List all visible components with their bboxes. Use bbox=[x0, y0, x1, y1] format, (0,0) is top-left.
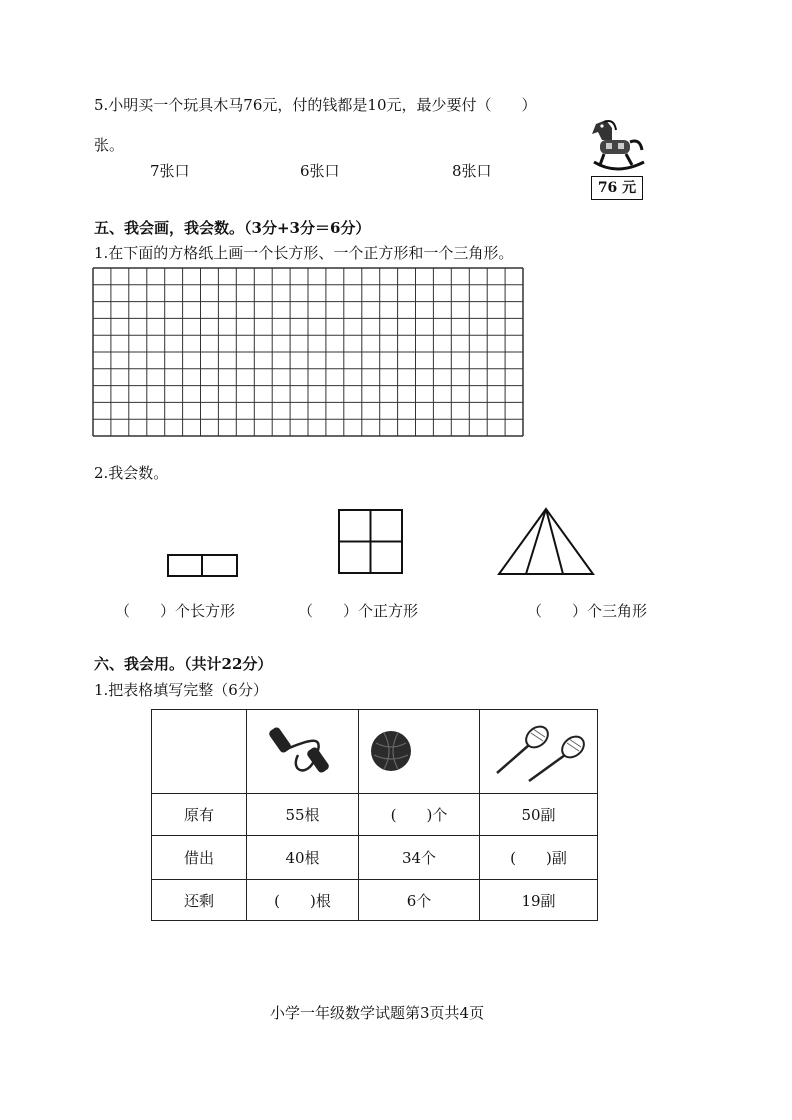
answer-squares bbox=[298, 601, 418, 621]
squares-figure bbox=[338, 509, 404, 575]
row-label-lent: 借出 bbox=[152, 836, 247, 880]
table-cell: 6个 bbox=[359, 880, 480, 921]
table-header-row bbox=[152, 710, 598, 794]
answer-label-2: 个正方形 bbox=[358, 602, 419, 620]
table-row bbox=[152, 794, 598, 836]
table-cell-blank[interactable]: ( )副 bbox=[480, 836, 598, 880]
page-footer: 小学一年级数学试题第3页共4页 bbox=[270, 1004, 485, 1022]
table-header-cell bbox=[480, 710, 598, 794]
q5-line2: 张。 bbox=[94, 136, 125, 154]
price-tag: 76 元 bbox=[591, 176, 643, 200]
table-header-cell bbox=[359, 710, 480, 794]
q5-option-2[interactable]: 6张口 bbox=[300, 162, 340, 180]
badminton-rackets-icon bbox=[489, 721, 589, 783]
q5-line1: 5.小明买一个玩具木马76元，付的钱都是10元，最少要付（ ） bbox=[94, 96, 537, 114]
table-header-cell bbox=[247, 710, 359, 794]
triangles-figure bbox=[498, 508, 594, 576]
q5-option-1[interactable]: 7张口 bbox=[150, 162, 190, 180]
table-cell: 40根 bbox=[247, 836, 359, 880]
section5-q2: 2.我会数。 bbox=[94, 464, 169, 482]
ball-icon bbox=[364, 721, 474, 783]
answer-paren-2[interactable]: （ ） bbox=[298, 602, 359, 620]
answer-label-3: 个三角形 bbox=[587, 602, 648, 620]
answer-paren-1[interactable]: （ ） bbox=[115, 602, 176, 620]
rectangles-figure bbox=[167, 554, 239, 578]
section6-q1: 1.把表格填写完整（6分） bbox=[94, 681, 268, 699]
section6-heading: 六、我会用。（共计22分） bbox=[94, 655, 273, 673]
table-cell: 55根 bbox=[247, 794, 359, 836]
table-row bbox=[152, 836, 598, 880]
section5-heading: 五、我会画，我会数。（3分+3分＝6分） bbox=[94, 219, 371, 237]
section5-q1: 1.在下面的方格纸上画一个长方形、一个正方形和一个三角形。 bbox=[94, 244, 514, 262]
inventory-table bbox=[151, 709, 598, 921]
answer-label-1: 个长方形 bbox=[175, 602, 236, 620]
answer-rectangles bbox=[115, 601, 235, 621]
grid-paper[interactable] bbox=[93, 268, 523, 440]
table-cell-blank[interactable]: ( )根 bbox=[247, 880, 359, 921]
row-label-remaining: 还剩 bbox=[152, 880, 247, 921]
table-cell: 34个 bbox=[359, 836, 480, 880]
table-cell-blank[interactable]: ( )个 bbox=[359, 794, 480, 836]
table-cell: 50副 bbox=[480, 794, 598, 836]
jump-rope-icon bbox=[268, 721, 338, 783]
rocking-horse-icon bbox=[582, 118, 652, 176]
table-cell: 19副 bbox=[480, 880, 598, 921]
q5-option-3[interactable]: 8张口 bbox=[452, 162, 492, 180]
table-row bbox=[152, 880, 598, 921]
answer-paren-3[interactable]: （ ） bbox=[527, 602, 588, 620]
table-corner-cell bbox=[152, 710, 247, 794]
answer-triangles bbox=[527, 601, 647, 621]
row-label-original: 原有 bbox=[152, 794, 247, 836]
